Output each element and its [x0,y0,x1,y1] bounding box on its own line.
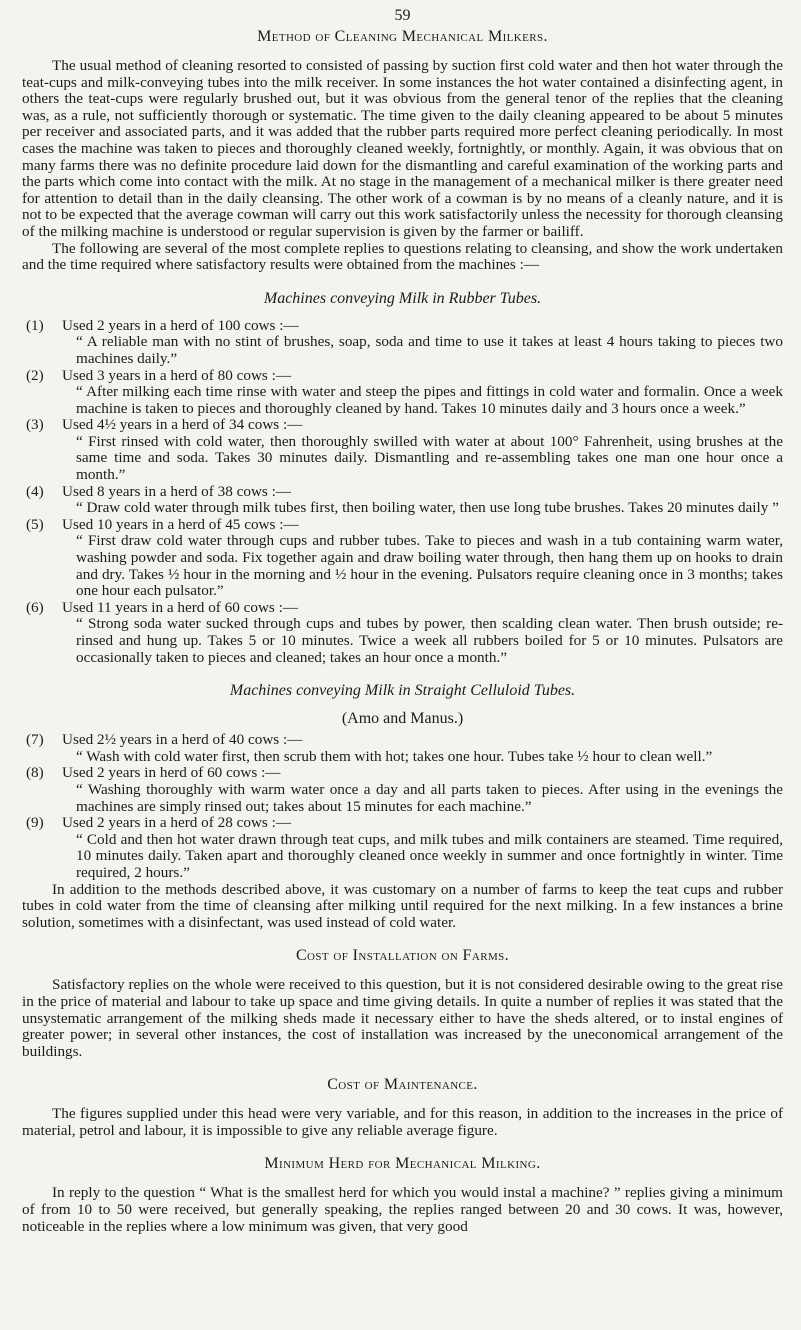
item-number: (9) [26,814,44,832]
list-item [22,765,783,815]
list-item [22,484,783,517]
section-heading-celluloid-tubes: Machines conveying Milk in Straight Celluloid Tubes. [229,682,576,700]
list-item [22,815,783,881]
item-number: (5) [26,515,44,533]
section-heading-cleaning-method: Method of Cleaning Mechanical Milkers. [257,28,548,45]
body-paragraph: The figures supplied under this head were very variable, and for this reason, in addition to the increases in the price of material, petrol and labour, it is impossible to give any reliable average figure. [22,1105,783,1139]
item-intro: Used 2 years in herd of 60 cows :— [62,764,281,782]
item-quote: “ Wash with cold water first, then scrub them with hot; takes one hour. Tubes take ½ hour to clean well.” [76,747,713,765]
item-quote: “ Cold and then hot water drawn through teat cups, and milk tubes and milk containers are steamed. Time required, 10 minutes daily. Taken apart and thoroughly cleaned once weekly in summer and once fortnightly in winter. Time required, 2 hours.” [76,830,783,881]
item-quote: “ After milking each time rinse with water and steep the pipes and fittings in cold water and formalin. Once a week machine is taken to pieces and thoroughly cleaned by hand. Takes 10 minutes daily and 3 hours once a week.” [76,383,783,417]
item-number: (6) [26,598,44,616]
body-paragraph: The usual method of cleaning resorted to consisted of passing by suction first cold water and then hot water through the teat-cups and milk-conveying tubes into the milk receiver. In some instances the hot water contained a disinfecting agent, in others the teat-cups were regularly brushed out, but it was obvious from the general tenor of the replies that the cleaning was, as a rule, not sufficiently thorough or systematic. The time given to the daily cleaning appeared to be about 5 minutes per receiver and associated parts, and it was added that the rubber parts required more perfect cleaning periodically. In most cases the machine was taken to pieces and thoroughly cleaned weekly, fortnightly, or monthly. Again, it was obvious that on many farms there was no definite procedure laid down for the dismantling and careful examination of the working parts and the parts which come into contact with the milk. At no stage in the management of a mechanical milker is there greater need for attention to detail than in the daily cleansing. The other work of a cowman is by no means of a cleanly nature, and it is not to be expected that the average cowman will carry out this work satisfactorily unless the necessity for thorough cleansing of the milking machine is understood or regular supervision is given by the farmer or bailiff. [22,57,783,240]
item-quote: “ A reliable man with no stint of brushes, soap, soda and time to use it takes at least 4 hours taking to pieces two machines daily.” [76,333,783,367]
item-number: (7) [26,731,44,749]
list-item [22,600,783,666]
item-quote: “ Strong soda water sucked through cups and tubes by power, then scalding clean water. Then brush outside; re-rinsed and hung up. Takes 5 or 10 minutes. Twice a week all rubbers boiled for 5 or 10 minutes. Pulsators are occasionally taken to pieces and cleaned; takes an hour once a month.” [76,615,783,666]
body-paragraph: The following are several of the most complete replies to questions relating to cleansing, and show the work undertaken and the time required where satisfactory results were obtained from the machines :— [22,239,783,274]
item-intro: Used 10 years in a herd of 45 cows :— [62,515,299,533]
list-item [22,517,783,600]
item-number: (2) [26,366,44,384]
page-number: 59 [394,7,411,24]
item-number: (4) [26,482,44,500]
section-heading-maintenance: Cost of Maintenance. [327,1076,478,1094]
body-paragraph: In reply to the question “ What is the smallest herd for which you would instal a machine? ” replies giving a minimum of from 10 to 50 were received, but generally speaking, the replies ranged between 20 and 30 cows. It was, however, noticeable in the replies where a low minimum was given, that very good [22,1184,783,1235]
list-item [22,318,783,368]
item-quote: “ First rinsed with cold water, then thoroughly swilled with water at about 100° Fahrenheit, using brushes at the same time and soda. Takes 30 minutes daily. Dismantling and re-assembling takes one man one hour once a month.” [76,432,783,484]
item-intro: Used 2 years in a herd of 28 cows :— [62,814,292,832]
item-number: (1) [26,316,44,334]
item-intro: Used 2 years in a herd of 100 cows :— [62,316,299,334]
item-intro: Used 4½ years in a herd of 34 cows :— [62,416,303,434]
item-intro: Used 8 years in a herd of 38 cows :— [62,482,292,500]
section-heading-rubber-tubes: Machines conveying Milk in Rubber Tubes. [263,289,542,307]
item-quote: “ Washing thoroughly with warm water once a day and all parts taken to pieces. After using in the evenings the machines are simply rinsed out; takes about 15 minutes for each machine.” [76,780,783,815]
item-quote: “ First draw cold water through cups and rubber tubes. Take to pieces and wash in a tub containing warm water, washing powder and soda. Fix together again and draw boiling water through, then hang them up on hooks to drain and dry. Takes ½ hour in the morning and ½ hour in the evening. Pulsators require cleaning once in 3 months; takes one hour each pulsator.” [76,532,783,600]
section-heading-installation: Cost of Installation on Farms. [295,947,510,965]
item-intro: Used 3 years in a herd of 80 cows :— [62,366,292,384]
item-number: (8) [26,764,44,782]
item-intro: Used 2½ years in a herd of 40 cows :— [62,731,303,749]
list-item [22,368,783,418]
section-subheading: (Amo and Manus.) [341,710,464,728]
item-intro: Used 11 years in a herd of 60 cows :— [62,598,299,616]
item-number: (3) [26,416,44,434]
item-quote: “ Draw cold water through milk tubes first, then boiling water, then use long tube brushes. Takes 20 minutes daily ” [76,499,779,517]
section-heading-minimum-herd: Minimum Herd for Mechanical Milking. [264,1155,541,1173]
list-item [22,732,783,765]
body-paragraph: In addition to the methods described above, it was customary on a number of farms to keep the teat cups and rubber tubes in cold water from the time of cleansing after milking until required for the next milking. In a few instances a brine solution, sometimes with a disinfectant, was used instead of cold water. [22,880,783,931]
body-paragraph: Satisfactory replies on the whole were received to this question, but it is not considered desirable owing to the great rise in the price of material and labour to take up space and time giving details. In quite a number of replies it was stated that the unsystematic arrangement of the milking sheds made it necessary either to have the sheds altered, or to instal engines of greater power; in several other instances, the cost of installation was increased by the uneconomical arrangement of the buildings. [22,976,783,1060]
list-item [22,417,783,483]
